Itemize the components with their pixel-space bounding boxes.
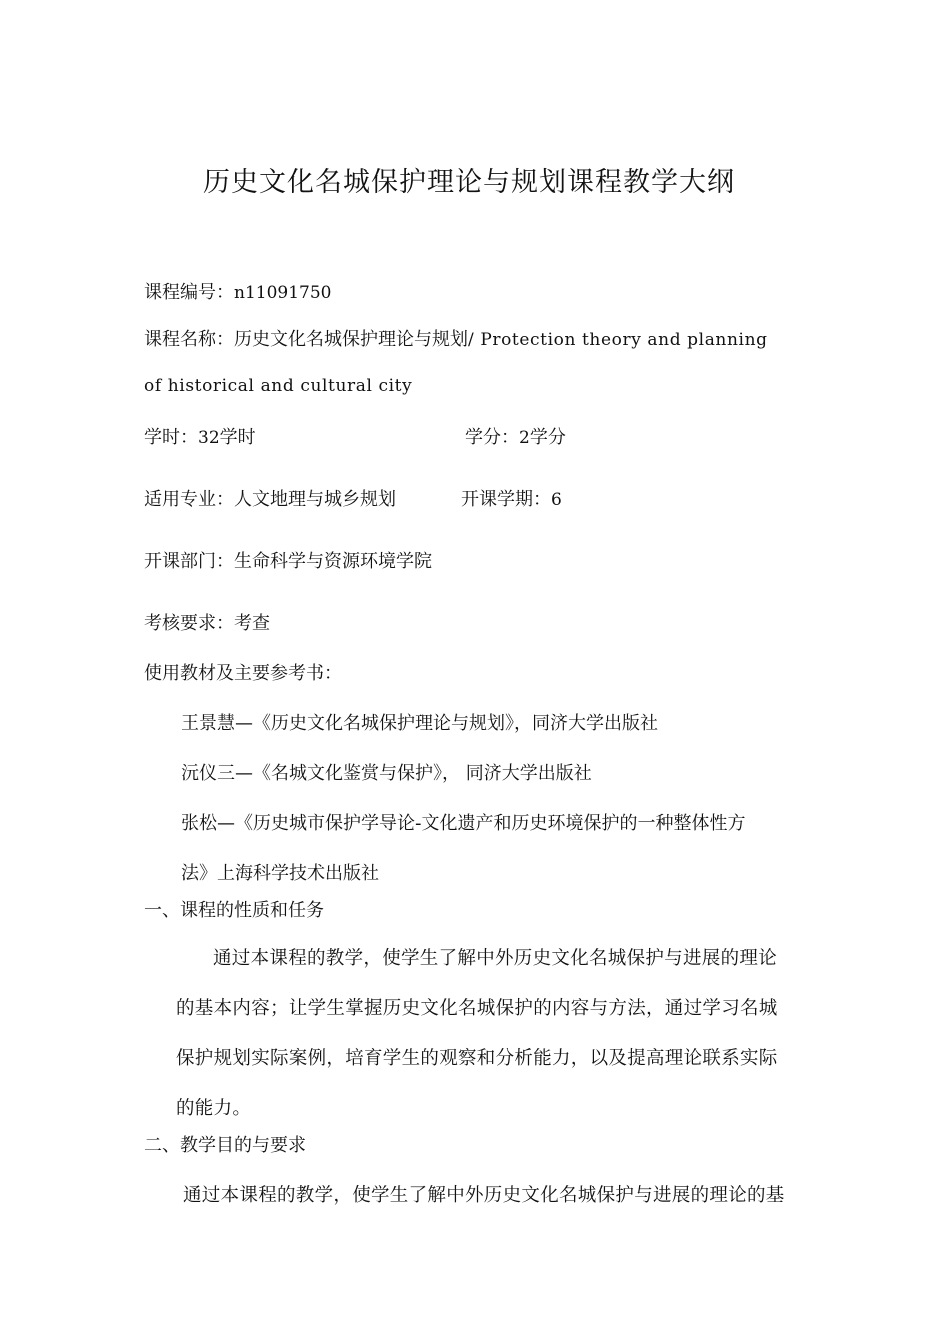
course-code-value: n11091750 <box>234 283 332 303</box>
major-label: 适用专业： <box>144 489 234 510</box>
semester-row <box>461 485 562 511</box>
hours-row <box>144 423 256 449</box>
section-1-paragraph-line: 的能力。 <box>176 1098 252 1119</box>
credits-unit: 学分 <box>529 427 566 448</box>
course-name-row <box>144 325 768 351</box>
section-1-paragraph-line: 通过本课程的教学，使学生了解中外历史文化名城保护与进展的理论 <box>213 948 778 969</box>
textbook-item: 王景慧—《历史文化名城保护理论与规划》，同济大学出版社 <box>181 713 658 734</box>
course-name-label: 课程名称： <box>144 329 234 350</box>
section-1-paragraph-line: 保护规划实际案例，培育学生的观察和分析能力，以及提高理论联系实际 <box>176 1048 778 1069</box>
department-value: 生命科学与资源环境学院 <box>234 551 432 572</box>
document-title: 历史文化名城保护理论与规划课程教学大纲 <box>203 167 735 198</box>
course-name-en-1: / Protection theory and planning <box>468 330 768 350</box>
major-value: 人文地理与城乡规划 <box>234 489 396 510</box>
hours-label: 学时： <box>144 427 198 448</box>
textbook-item: 沅仪三—《名城文化鉴赏与保护》， 同济大学出版社 <box>181 763 592 784</box>
assessment-row <box>144 609 270 635</box>
credits-value: 2 <box>519 428 530 448</box>
assessment-label: 考核要求： <box>144 613 234 634</box>
department-label: 开课部门： <box>144 551 234 572</box>
credits-row <box>465 423 566 449</box>
semester-value: 6 <box>551 490 562 510</box>
course-name-en-2: of historical and cultural city <box>144 376 413 396</box>
section-1-paragraph-line: 的基本内容；让学生掌握历史文化名城保护的内容与方法，通过学习名城 <box>176 998 778 1019</box>
credits-label: 学分： <box>465 427 519 448</box>
course-code-row <box>144 278 331 304</box>
course-code-label: 课程编号： <box>144 282 234 303</box>
textbook-item-continued: 法》上海科学技术出版社 <box>181 863 379 884</box>
major-row <box>144 485 396 511</box>
course-name-cn: 历史文化名城保护理论与规划 <box>234 329 468 350</box>
assessment-value: 考查 <box>234 613 270 634</box>
hours-unit: 学时 <box>219 427 256 448</box>
section-2-heading: 二、教学目的与要求 <box>144 1135 306 1156</box>
textbook-item: 张松—《历史城市保护学导论-文化遗产和历史环境保护的一种整体性方 <box>181 813 746 834</box>
semester-label: 开课学期： <box>461 489 551 510</box>
hours-value: 32 <box>198 428 220 448</box>
section-2-paragraph-line: 通过本课程的教学，使学生了解中外历史文化名城保护与进展的理论的基 <box>183 1185 785 1206</box>
textbooks-heading: 使用教材及主要参考书： <box>144 663 342 684</box>
section-1-heading: 一、课程的性质和任务 <box>144 900 324 921</box>
department-row <box>144 547 432 573</box>
